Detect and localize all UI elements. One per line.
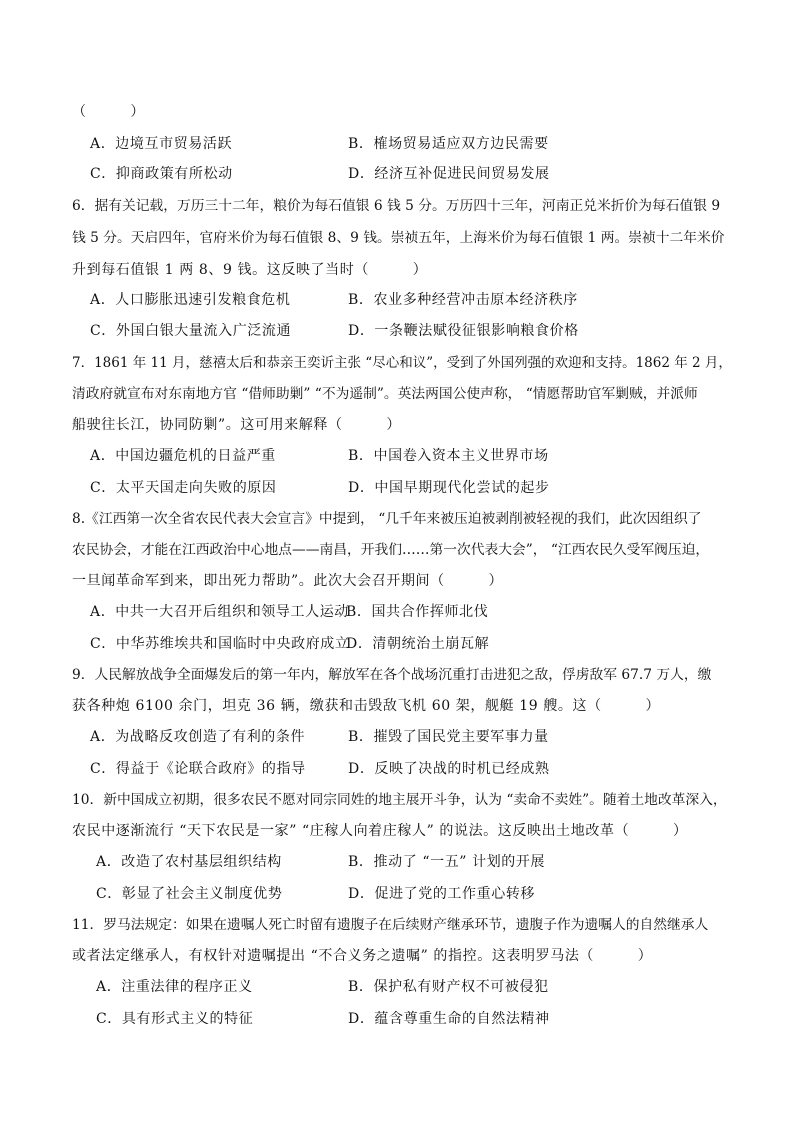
- q11-stem-line-1: 11．罗马法规定：如果在遗嘱人死亡时留有遗腹子在后续财产继承环节，遗腹子作为遗嘱人的自然继承人: [72, 917, 709, 933]
- q7-option-c: C．太平天国走向失败的原因: [90, 480, 277, 496]
- q7-stem-line-3: 船驶往长江，协同防剿”。这可用来解释（ ）: [72, 417, 401, 433]
- q9-option-b: B．摧毁了国民党主要军事力量: [348, 729, 549, 745]
- q6-stem-line-2: 钱 5 分。天启四年，官府米价为每石值银 8、9 钱。崇祯五年，上海米价为每石值银 1 两。崇祯十二年米价: [72, 230, 725, 246]
- q10-stem-line-2: 农民中逐渐流行 “天下农民是一家” “庄稼人向着庄稼人” 的说法。这反映出土地改革（ ）: [72, 823, 688, 839]
- q9-option-c: C．得益于《论联合政府》的指导: [90, 761, 306, 777]
- q5-option-d: D．经济互补促进民间贸易发展: [348, 166, 550, 182]
- q8-option-d: D．清朝统治土崩瓦解: [346, 636, 490, 652]
- q6-stem-line-3: 升到每石值银 1 两 8、9 钱。这反映了当时（ ）: [72, 262, 428, 278]
- q6-option-b: B．农业多种经营冲击原本经济秩序: [348, 292, 578, 308]
- q11-option-b: B．保护私有财产权不可被侵犯: [348, 979, 549, 995]
- q8-stem-line-2: 农民协会，才能在江西政治中心地点——南昌，开我们……第一次代表大会”， “江西农民久受军阀压迫，: [72, 542, 710, 558]
- q8-option-b: B．国共合作挥师北伐: [346, 604, 489, 620]
- q9-stem-line-1: 9．人民解放战争全面爆发后的第一年内，解放军在各个战场沉重打击进犯之敌，俘虏敌军 67.7 万人，缴: [72, 667, 712, 683]
- q10-option-c: C．彰显了社会主义制度优势: [96, 886, 283, 902]
- q6-option-d: D．一条鞭法赋役征银影响粮食价格: [348, 323, 579, 339]
- q7-option-a: A．中国边疆危机的日益严重: [90, 448, 276, 464]
- q5-option-a: A．边境互市贸易活跃: [90, 136, 233, 152]
- q11-stem-line-2: 或者法定继承人，有权针对遗嘱提出 “不合义务之遗嘱” 的指控。这表明罗马法（ ）: [72, 948, 653, 964]
- q5-option-c: C．抑商政策有所松动: [90, 166, 233, 182]
- q8-stem-line-3: 一旦闻革命军到来，即出死力帮助”。此次大会召开期间（ ）: [72, 573, 504, 589]
- q8-option-a: A．中共一大召开后组织和领导工人运动: [90, 604, 349, 620]
- q9-stem-line-2: 获各种炮 6100 余门，坦克 36 辆，缴获和击毁敌飞机 60 架，舰艇 19 艘。这（ ）: [72, 698, 661, 714]
- q7-stem-line-2: 清政府就宣布对东南地方官 “借师助剿” “不为遥制”。英法两国公使声称， “情愿帮助官军剿贼，并派师: [72, 386, 698, 402]
- q10-stem-line-1: 10．新中国成立初期，很多农民不愿对同宗同姓的地主展开斗争，认为 “卖命不卖姓”。随着土地改革深入，: [72, 792, 727, 808]
- q7-stem-line-1: 7．1861 年 11 月，慈禧太后和恭亲王奕䜣主张 “尽心和议”，受到了外国列强的欢迎和支持。1862 年 2 月，: [72, 355, 732, 371]
- q7-option-d: D．中国早期现代化尝试的起步: [348, 480, 550, 496]
- q9-option-d: D．反映了决战的时机已经成熟: [348, 761, 550, 777]
- q10-option-a: A．改造了农村基层组织结构: [96, 854, 282, 870]
- q11-option-d: D．蕴含尊重生命的自然法精神: [348, 1011, 550, 1027]
- q6-option-c: C．外国白银大量流入广泛流通: [90, 323, 292, 339]
- q10-option-d: D．促进了党的工作重心转移: [348, 886, 536, 902]
- q6-option-a: A．人口膨胀迅速引发粮食危机: [90, 292, 291, 308]
- q11-option-a: A．注重法律的程序正义: [96, 979, 253, 995]
- q5-stem-tail: （ ）: [72, 104, 145, 120]
- q5-option-b: B．榷场贸易适应双方边民需要: [348, 136, 549, 152]
- q10-option-b: B．推动了 “一五” 计划的开展: [348, 854, 546, 870]
- q8-stem-line-1: 8.《江西第一次全省农民代表大会宣言》中提到， “几千年来被压迫被剥削被轻视的我们，此次因组织了: [72, 511, 702, 527]
- q7-option-b: B．中国卷入资本主义世界市场: [348, 448, 549, 464]
- q11-option-c: C．具有形式主义的特征: [96, 1011, 254, 1027]
- q8-option-c: C．中华苏维埃共和国临时中央政府成立: [90, 636, 350, 652]
- q9-option-a: A．为战略反攻创造了有利的条件: [90, 729, 306, 745]
- q6-stem-line-1: 6．据有关记载，万历三十二年，粮价为每石值银 6 钱 5 分。万历四十三年，河南正兑米折价为每石值银 9: [72, 198, 721, 214]
